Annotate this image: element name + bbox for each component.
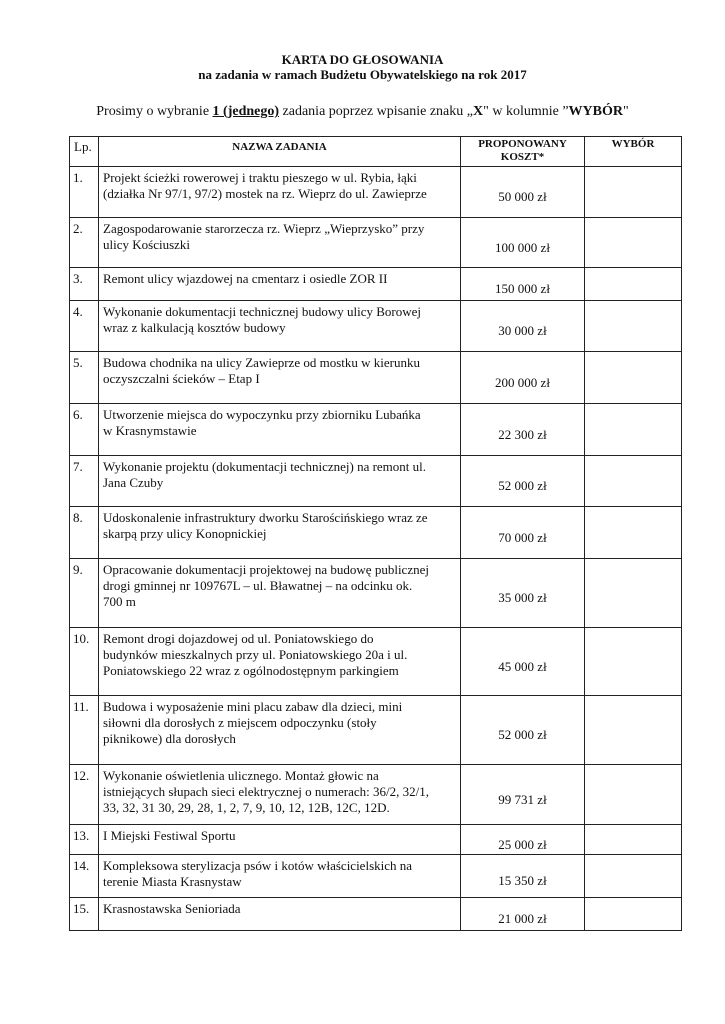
task-name-line: wraz z kalkulacją kosztów budowy bbox=[103, 320, 286, 335]
task-name-line: Remont drogi dojazdowej od ul. Poniatowskiego do bbox=[103, 631, 374, 646]
header-choice: WYBÓR bbox=[585, 137, 682, 167]
ballot-title: KARTA DO GŁOSOWANIA bbox=[281, 52, 444, 67]
task-name-line: Projekt ścieżki rowerowej i traktu pieszego w ul. Rybia, łąki bbox=[103, 170, 417, 185]
task-cost: 25 000 zł bbox=[461, 825, 585, 855]
task-name-line: oczyszczalni ścieków – Etap I bbox=[103, 371, 260, 386]
header-lp: Lp. bbox=[70, 137, 99, 167]
task-name bbox=[99, 696, 461, 765]
task-name bbox=[99, 628, 461, 696]
task-name bbox=[99, 404, 461, 456]
task-name bbox=[99, 825, 461, 855]
voting-instruction: Prosimy o wybranie 1 (jednego) zadania poprzez wpisanie znaku „X" w kolumnie ”WYBÓR" bbox=[96, 104, 629, 119]
choice-cell[interactable] bbox=[585, 696, 682, 765]
task-name-line: ulicy Kościuszki bbox=[103, 237, 191, 252]
table-row bbox=[70, 825, 682, 855]
table-row bbox=[70, 301, 682, 352]
table-row bbox=[70, 404, 682, 456]
task-name bbox=[99, 167, 461, 218]
row-number: 4. bbox=[70, 301, 99, 352]
task-name bbox=[99, 507, 461, 559]
choice-cell[interactable] bbox=[585, 456, 682, 507]
task-name-line: Wykonanie dokumentacji technicznej budowy ulicy Borowej bbox=[103, 304, 421, 319]
task-name-line: 700 m bbox=[103, 594, 136, 609]
row-number: 7. bbox=[70, 456, 99, 507]
task-name bbox=[99, 352, 461, 404]
task-cost: 45 000 zł bbox=[461, 628, 585, 696]
task-name-line: terenie Miasta Krasnystaw bbox=[103, 874, 242, 889]
task-name bbox=[99, 855, 461, 898]
task-cost: 99 731 zł bbox=[461, 765, 585, 825]
task-name-line: Opracowanie dokumentacji projektowej na budowę publicznej bbox=[103, 562, 429, 577]
row-number: 14. bbox=[70, 855, 99, 898]
task-name-line: Budowa chodnika na ulicy Zawieprze od mostku w kierunku bbox=[103, 355, 420, 370]
choice-cell[interactable] bbox=[585, 765, 682, 825]
task-cost: 22 300 zł bbox=[461, 404, 585, 456]
choice-cell[interactable] bbox=[585, 268, 682, 301]
choice-cell[interactable] bbox=[585, 167, 682, 218]
task-cost: 15 350 zł bbox=[461, 855, 585, 898]
header-task-name: NAZWA ZADANIA bbox=[99, 137, 461, 167]
task-name-line: Zagospodarowanie starorzecza rz. Wieprz „Wieprzysko” przy bbox=[103, 221, 425, 236]
task-name bbox=[99, 218, 461, 268]
task-cost: 50 000 zł bbox=[461, 167, 585, 218]
task-cost: 52 000 zł bbox=[461, 456, 585, 507]
choice-cell[interactable] bbox=[585, 898, 682, 931]
table-row bbox=[70, 268, 682, 301]
task-name-line: Utworzenie miejsca do wypoczynku przy zbiorniku Lubańka bbox=[103, 407, 421, 422]
task-cost: 21 000 zł bbox=[461, 898, 585, 931]
task-name-line: w Krasnymstawie bbox=[103, 423, 197, 438]
task-name bbox=[99, 898, 461, 931]
task-name-line: (działka Nr 97/1, 97/2) mostek na rz. Wieprz do ul. Zawieprze bbox=[103, 186, 427, 201]
choice-cell[interactable] bbox=[585, 218, 682, 268]
task-name-line: I Miejski Festiwal Sportu bbox=[103, 828, 236, 843]
task-name bbox=[99, 559, 461, 628]
row-number: 10. bbox=[70, 628, 99, 696]
task-name-line: piknikowe) dla dorosłych bbox=[103, 731, 236, 746]
table-row bbox=[70, 559, 682, 628]
task-name bbox=[99, 301, 461, 352]
task-name bbox=[99, 765, 461, 825]
row-number: 11. bbox=[70, 696, 99, 765]
table-row bbox=[70, 167, 682, 218]
task-cost: 200 000 zł bbox=[461, 352, 585, 404]
task-cost: 70 000 zł bbox=[461, 507, 585, 559]
task-cost: 150 000 zł bbox=[461, 268, 585, 301]
task-name-line: Poniatowskiego 22 wraz z ogólnodostępnym parkingiem bbox=[103, 663, 399, 678]
task-name-line: Udoskonalenie infrastruktury dworku Starościńskiego wraz ze bbox=[103, 510, 428, 525]
task-name bbox=[99, 268, 461, 301]
choice-cell[interactable] bbox=[585, 628, 682, 696]
ballot-subtitle: na zadania w ramach Budżetu Obywatelskiego na rok 2017 bbox=[198, 67, 527, 82]
task-name-line: Krasnostawska Senioriada bbox=[103, 901, 241, 916]
task-name-line: drogi gminnej nr 109767L – ul. Bławatnej – na odcinku ok. bbox=[103, 578, 413, 593]
choice-cell[interactable] bbox=[585, 825, 682, 855]
table-row bbox=[70, 696, 682, 765]
table-row bbox=[70, 855, 682, 898]
task-name-line: Wykonanie projektu (dokumentacji technicznej) na remont ul. bbox=[103, 459, 427, 474]
task-name-line: skarpą przy ulicy Konopnickiej bbox=[103, 526, 267, 541]
task-cost: 52 000 zł bbox=[461, 696, 585, 765]
choice-cell[interactable] bbox=[585, 559, 682, 628]
row-number: 3. bbox=[70, 268, 99, 301]
row-number: 6. bbox=[70, 404, 99, 456]
choice-cell[interactable] bbox=[585, 507, 682, 559]
table-row bbox=[70, 352, 682, 404]
choice-cell[interactable] bbox=[585, 855, 682, 898]
task-name bbox=[99, 456, 461, 507]
table-row bbox=[70, 898, 682, 931]
header-proposed-cost: PROPONOWANY KOSZT* bbox=[461, 137, 585, 167]
row-number: 1. bbox=[70, 167, 99, 218]
row-number: 13. bbox=[70, 825, 99, 855]
choice-cell[interactable] bbox=[585, 404, 682, 456]
row-number: 9. bbox=[70, 559, 99, 628]
task-name-line: istniejących słupach sieci elektrycznej o numerach: 36/2, 32/1, bbox=[103, 784, 429, 799]
task-cost: 100 000 zł bbox=[461, 218, 585, 268]
task-name-line: 33, 32, 31 30, 29, 28, 1, 2, 7, 9, 10, 12, 12B, 12C, 12D. bbox=[103, 800, 390, 815]
task-name-line: Budowa i wyposażenie mini placu zabaw dla dzieci, mini bbox=[103, 699, 403, 714]
task-name-line: Remont ulicy wjazdowej na cmentarz i osiedle ZOR II bbox=[103, 271, 388, 286]
task-cost: 35 000 zł bbox=[461, 559, 585, 628]
row-number: 15. bbox=[70, 898, 99, 931]
table-header-row bbox=[70, 137, 682, 167]
task-cost: 30 000 zł bbox=[461, 301, 585, 352]
row-number: 2. bbox=[70, 218, 99, 268]
table-row bbox=[70, 628, 682, 696]
task-name-line: Wykonanie oświetlenia ulicznego. Montaż głowic na bbox=[103, 768, 379, 783]
row-number: 5. bbox=[70, 352, 99, 404]
ballot-table bbox=[69, 136, 682, 931]
choice-cell[interactable] bbox=[585, 352, 682, 404]
task-name-line: budynków mieszkalnych przy ul. Poniatowskiego 20a i ul. bbox=[103, 647, 408, 662]
table-row bbox=[70, 507, 682, 559]
table-row bbox=[70, 456, 682, 507]
task-name-line: Jana Czuby bbox=[103, 475, 164, 490]
row-number: 8. bbox=[70, 507, 99, 559]
task-name-line: siłowni dla dorosłych z miejscem odpoczynku (stoły bbox=[103, 715, 377, 730]
choice-cell[interactable] bbox=[585, 301, 682, 352]
row-number: 12. bbox=[70, 765, 99, 825]
table-row bbox=[70, 218, 682, 268]
task-name-line: Kompleksowa sterylizacja psów i kotów właścicielskich na bbox=[103, 858, 413, 873]
table-row bbox=[70, 765, 682, 825]
